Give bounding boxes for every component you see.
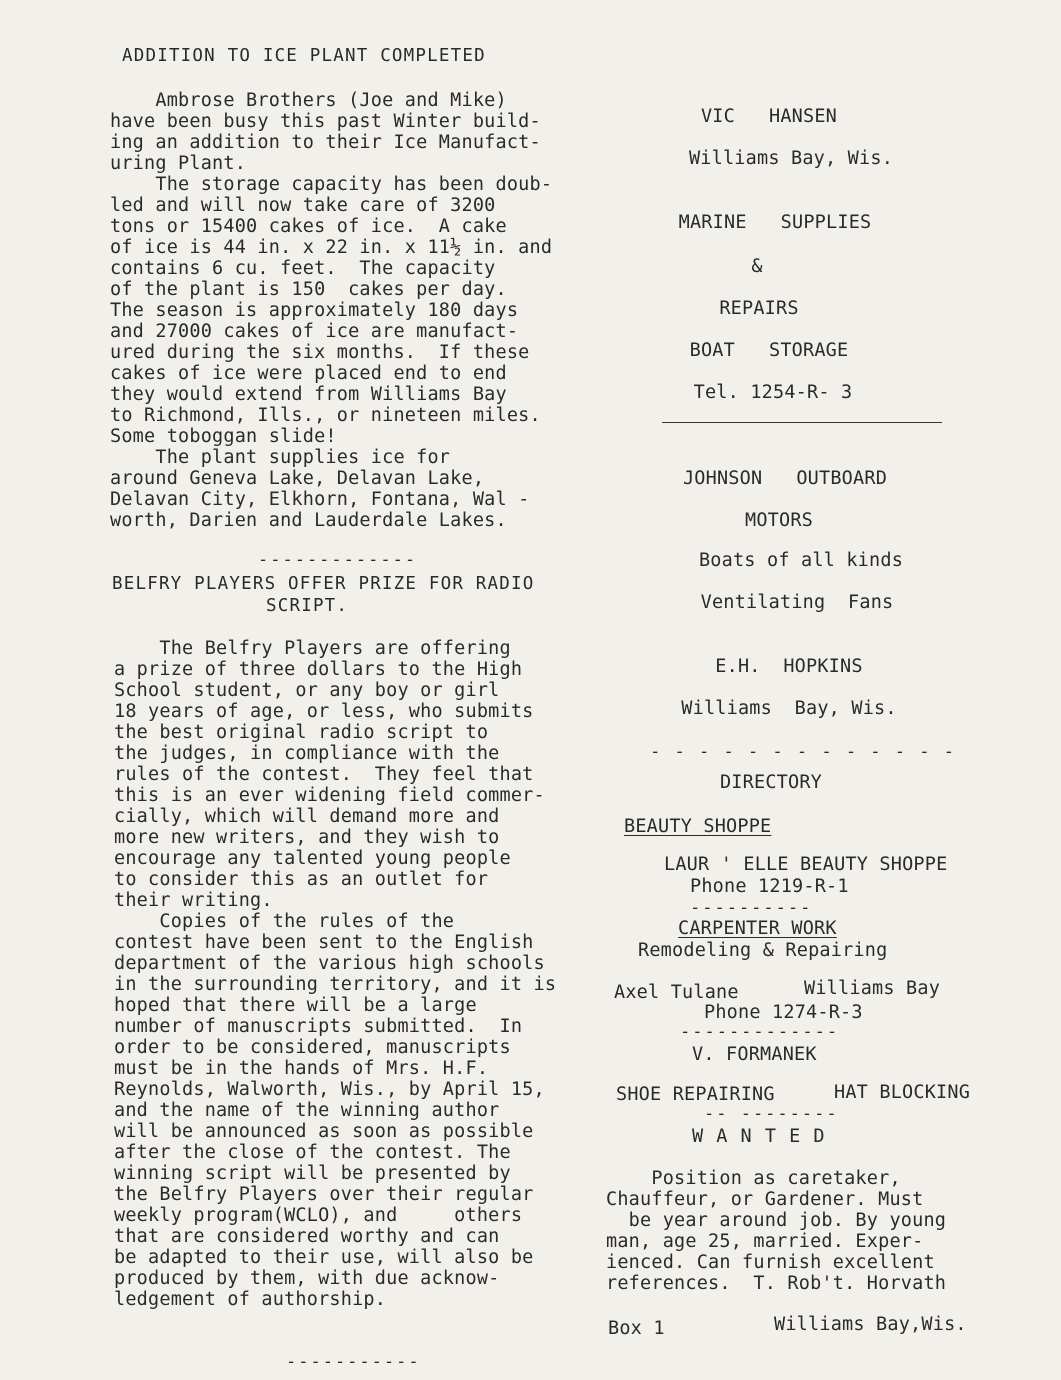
belfry-heading-line1: BELFRY PLAYERS OFFER PRIZE FOR RADIO [112,574,535,594]
hansen-marine-supplies: MARINE SUPPLIES [678,212,872,233]
article-line: around Geneva Lake, Delavan Lake, [110,468,485,489]
article-line: led and will now take care of 3200 [110,195,496,216]
article-line: Ambrose Brothers (Joe and Mike) [110,90,507,111]
hansen-name: VIC HANSEN [700,106,838,127]
article-line: in the surrounding territory, and it is [114,974,557,995]
article-line: after the close of the contest. The [114,1142,511,1163]
article-line: to consider this as an outlet for [114,869,489,890]
hopkins-motors: MOTORS [744,510,814,531]
wanted-ad [606,1168,1016,1294]
article-divider: ----------- [286,1352,421,1372]
wanted-line: ienced. Can furnish excellent [606,1252,935,1273]
article-line: encourage any talented young people [114,848,511,869]
directory-sep: ------------- [680,1022,840,1042]
article-line: ing an addition to their Ice Manufact- [110,132,541,153]
hopkins-fans: Ventilating Fans [700,592,894,613]
article-line: 18 years of age, or less, who submits [114,701,534,722]
hansen-repairs: REPAIRS [719,298,799,319]
wanted-line: Chauffeur, or Gardener. Must [606,1189,924,1210]
ice-plant-article [110,90,610,531]
wanted-line: be year around job. By young [606,1210,947,1231]
article-divider: ------------- [258,550,418,570]
carpenter-name: Axel Tulane [614,982,739,1003]
article-line: The plant supplies ice for [110,447,451,468]
article-line: to Richmond, Ills., or nineteen miles. [110,405,541,426]
article-line: contest have been sent to the English [114,932,534,953]
article-line: department of the various high schools [114,953,545,974]
article-line: ured during the six months. If these [110,342,530,363]
beauty-phone: Phone 1219-R-1 [690,876,849,897]
article-line: a prize of three dollars to the High [114,659,523,680]
article-line: The season is approximately 180 days [110,300,519,321]
ad-divider-rule [662,422,942,423]
carpenter-phone: Phone 1274-R-3 [704,1002,863,1023]
article-line: will be announced as soon as possible [114,1121,534,1142]
article-line: The storage capacity has been doub- [110,174,553,195]
article-line: their writing. [114,890,273,911]
article-line: Reynolds, Walworth, Wis., by April 15, [114,1079,545,1100]
article-line: Copies of the rules of the [114,911,455,932]
article-line: weekly program(WCLO), and others [114,1205,523,1226]
hopkins-boats: Boats of all kinds [698,550,904,571]
article-line: and the name of the winning author [114,1100,500,1121]
article-line: and 27000 cakes of ice are manufact- [110,321,519,342]
ice-plant-heading: ADDITION TO ICE PLANT COMPLETED [122,46,486,66]
formanek-shoe-repairing: SHOE REPAIRING [616,1084,775,1105]
article-line: cially, which will demand more and [114,806,500,827]
directory-sep: -- -------- [704,1104,839,1124]
article-line: Some toboggan slide! [110,426,337,447]
article-line: more new writers, and they wish to [114,827,500,848]
article-line: tons or 15400 cakes of ice. A cake [110,216,507,237]
article-line: must be in the hands of Mrs. H.F. [114,1058,489,1079]
article-line: of ice is 44 in. x 22 in. x 11½ in. and [110,237,553,258]
directory-title: DIRECTORY [719,772,823,793]
article-line: contains 6 cu. feet. The capacity [110,258,496,279]
article-line: Delavan City, Elkhorn, Fontana, Wal - [110,489,530,510]
carpenter-town: Williams Bay [804,978,941,999]
directory-sep: ---------- [690,898,813,918]
wanted-line: man, age 25, married. Exper- [606,1231,924,1252]
article-line: they would extend from Williams Bay [110,384,507,405]
directory-separator: - - - - - - - - - - - - - [650,742,956,762]
beauty-name: LAUR ' ELLE BEAUTY SHOPPE [664,854,948,875]
article-line: order to be considered, manuscripts [114,1037,511,1058]
article-line: number of manuscripts submitted. In [114,1016,523,1037]
article-line: uring Plant. [110,153,247,174]
wanted-heading: W A N T E D [692,1126,826,1147]
article-line: be adapted to their use, will also be [114,1247,534,1268]
article-line: rules of the contest. They feel that [114,764,534,785]
carpenter-heading: CARPENTER WORK [678,918,837,939]
formanek-name: V. FORMANEK [692,1044,817,1065]
article-line: winning script will be presented by [114,1163,511,1184]
article-line: School student, or any boy or girl [114,680,500,701]
article-line: this is an ever widening field commer- [114,785,545,806]
wanted-box: Box 1 [608,1318,665,1339]
carpenter-desc: Remodeling & Repairing [638,940,888,961]
wanted-line: Position as caretaker, [606,1168,901,1189]
hansen-town: Williams Bay, Wis. [688,148,894,169]
belfry-article [114,638,614,1310]
article-line: produced by them, with due acknow- [114,1268,500,1289]
belfry-heading-line2: SCRIPT. [266,596,349,616]
article-line: The Belfry Players are offering [114,638,511,659]
article-line: hoped that there will be a large [114,995,477,1016]
hopkins-name: E.H. HOPKINS [715,656,863,677]
wanted-line: references. T. Rob't. Horvath [606,1273,947,1294]
beauty-heading: BEAUTY SHOPPE [624,816,772,837]
hansen-boat-storage: BOAT STORAGE [689,340,849,361]
hansen-tel: Tel. 1254-R- 3 [693,382,853,403]
hansen-ampersand: & [751,256,763,277]
wanted-town: Williams Bay,Wis. [774,1314,967,1335]
hopkins-town: Williams Bay, Wis. [681,698,897,719]
article-line: the judges, in compliance with the [114,743,500,764]
article-line: that are considered worthy and can [114,1226,500,1247]
article-line: worth, Darien and Lauderdale Lakes. [110,510,507,531]
hopkins-johnson-outboard: JOHNSON OUTBOARD [682,468,888,489]
article-line: have been busy this past Winter build- [110,111,541,132]
article-line: ledgement of authorship. [114,1289,387,1310]
article-line: the best original radio script to [114,722,489,743]
article-line: cakes of ice were placed end to end [110,363,507,384]
article-line: the Belfry Players over their regular [114,1184,534,1205]
formanek-hat-blocking: HAT BLOCKING [834,1082,971,1103]
article-line: of the plant is 150 cakes per day. [110,279,507,300]
